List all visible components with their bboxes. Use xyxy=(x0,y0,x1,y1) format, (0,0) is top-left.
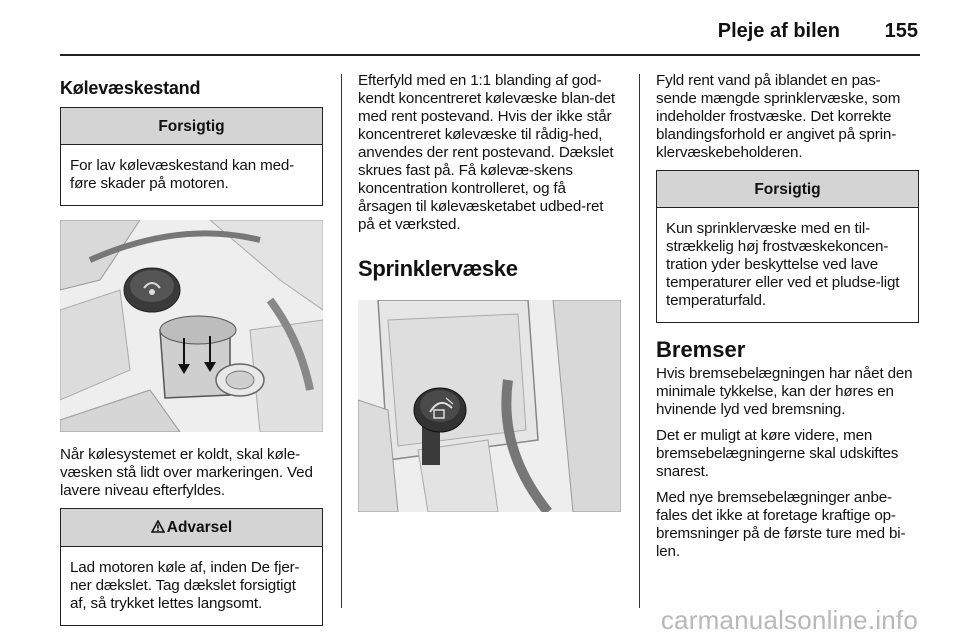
coolant-reservoir-illustration xyxy=(60,220,323,432)
caution-box-title: Forsigtig xyxy=(61,108,322,145)
header-title: Pleje af bilen xyxy=(717,20,840,42)
column-divider xyxy=(341,74,342,608)
warning-triangle-icon xyxy=(151,520,165,538)
washer-fluid-reservoir-illustration xyxy=(358,300,621,512)
warning-box-body: Lad motoren køle af, inden De fjer-ner dækslet. Tag dækslet forsigtigt af, så trykket lettes langsomt. xyxy=(70,559,300,612)
column-right xyxy=(656,72,919,569)
brakes-paragraph-2: Det er muligt at køre videre, men bremsebelægningerne skal udskiftes snarest. xyxy=(656,427,899,480)
washer-fluid-paragraph: Fyld rent vand på iblandet en pas-sende mængde sprinklervæske, som indeholder frostvæske. Det korrekte blandingsforhold er angivet på sprin-klervæskebeholderen. xyxy=(656,72,901,161)
page-header xyxy=(60,12,920,56)
section-heading-brakes: Bremser xyxy=(656,337,746,362)
caution-box-coolant xyxy=(60,107,323,206)
coolant-fill-paragraph: Efterfyld med en 1:1 blanding af god-kendt koncentreret kølevæske blan-det med rent postevand. Hvis der ikke står koncentreret kølevæske til rådig-hed, anvendes der rent postevand. Dækslet skrues fast på. Få kølevæ-skens koncentration kontrolleret, og få årsagen til kølevæsketabet udbed-ret på et værksted. xyxy=(358,72,615,233)
page-number: 155 xyxy=(884,20,918,42)
section-heading-coolant: Kølevæskestand xyxy=(60,78,201,98)
column-middle xyxy=(358,72,621,526)
caution-box-body: For lav kølevæskestand kan med-føre skader på motoren. xyxy=(70,157,295,192)
watermark: carmanualsonline.info xyxy=(660,605,918,635)
brakes-paragraph-1: Hvis bremsebelægningen har nået den minimale tykkelse, kan der høres en hvinende lyd ved bremsning. xyxy=(656,365,913,418)
caution-box-title: Forsigtig xyxy=(657,171,918,208)
caution-box-washer xyxy=(656,170,919,323)
column-left xyxy=(60,72,323,638)
warning-box-coolant xyxy=(60,508,323,626)
caution-box-body: Kun sprinklervæske med en til-strækkelig høj frostvæskekoncen-tration yder beskyttelse ved lave temperaturer eller ved et pludse-ligt temperaturfald. xyxy=(666,220,900,309)
brakes-paragraph-3: Med nye bremsebelægninger anbe-fales det ikke at foretage kraftige op-bremsninger på de første ture med bi-len. xyxy=(656,489,906,560)
column-divider xyxy=(639,74,640,608)
warning-box-title: Advarsel xyxy=(166,519,233,536)
section-heading-washer-fluid: Sprinklervæske xyxy=(358,256,518,281)
warning-box-header xyxy=(61,509,322,547)
coolant-level-paragraph: Når kølesystemet er koldt, skal køle-væsken stå lidt over markeringen. Ved lavere niveau efterfyldes. xyxy=(60,446,313,499)
